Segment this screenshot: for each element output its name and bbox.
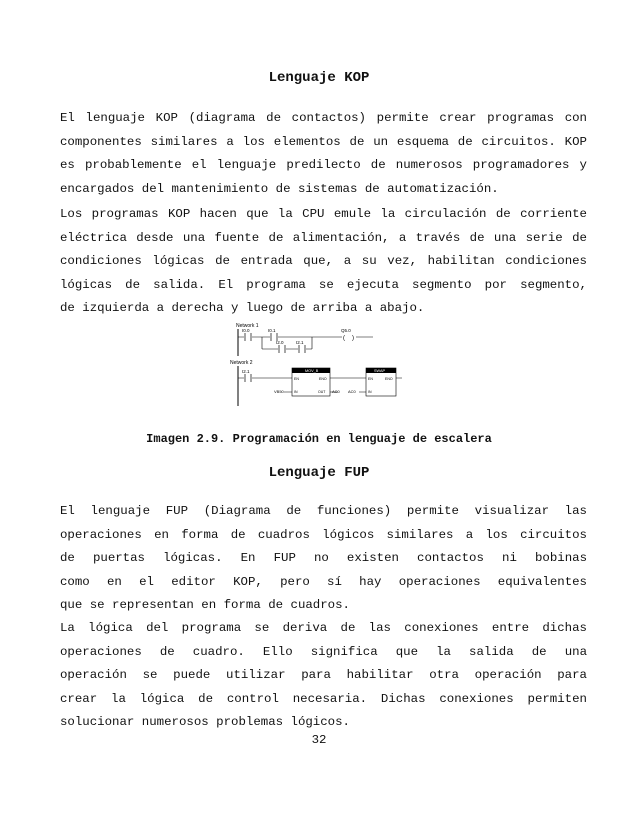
- svg-text:EN: EN: [368, 377, 373, 381]
- ladder-diagram-figure: [228, 320, 408, 410]
- text-line: solucionar numerosos problemas lógicos.: [60, 715, 350, 730]
- text-line: es probablemente el lenguaje predilecto de numerosos programadores y: [60, 158, 587, 173]
- text-line: operación se puede utilizar para habilitar otra operación para: [60, 668, 587, 683]
- text-line: que se representan en forma de cuadros.: [60, 598, 350, 613]
- text-line: eléctrica desde una fuente de alimentación, a través de una serie de: [60, 230, 587, 245]
- svg-text:MOV_B: MOV_B: [305, 369, 319, 373]
- contact-i2-1-network-2: [242, 369, 252, 382]
- operand-label: AC0: [332, 389, 340, 394]
- network-2-label: Network 2: [230, 360, 253, 366]
- fup-paragraph-1: [60, 500, 587, 618]
- section-title-kop: Lenguaje KOP: [268, 70, 370, 86]
- text-line: de puertas lógicas. En FUP no existen contactos ni bobinas: [60, 551, 587, 566]
- svg-text:ENO: ENO: [319, 377, 327, 381]
- svg-text:): ): [352, 335, 354, 342]
- network-1-label: Network 1: [236, 323, 259, 329]
- svg-text:SWAP: SWAP: [374, 369, 386, 373]
- contact-label: I0.1: [268, 328, 276, 333]
- contact-label: I0.0: [242, 328, 250, 333]
- svg-text:OUT: OUT: [318, 390, 326, 394]
- svg-text:ENO: ENO: [385, 377, 393, 381]
- operand-label: AC0: [348, 389, 356, 394]
- contact-label: I2.1: [296, 340, 304, 345]
- text-line: crear la lógica de control necesaria. Dichas conexiones permiten: [60, 691, 587, 706]
- text-line: condiciones lógicas de entrada que, a su vez, habilitan condiciones: [60, 254, 587, 269]
- coil-label: Q5.0: [341, 328, 351, 333]
- text-line: encargados del mantenimiento de sistemas de automatización.: [60, 181, 499, 196]
- text-line: El lenguaje KOP (diagrama de contactos) permite crear programas con: [60, 111, 587, 125]
- text-line: operaciones de cuadro. Ello significa que la salida de una: [60, 644, 587, 659]
- contact-label: I2.1: [242, 369, 250, 374]
- text-line: de izquierda a derecha y luego de arriba a abajo.: [60, 301, 425, 316]
- contact-i2-0: [276, 340, 286, 353]
- svg-text:IN: IN: [368, 390, 372, 394]
- figure-caption: Imagen 2.9. Programación en lenguaje de escalera: [146, 432, 492, 446]
- svg-text:IN: IN: [294, 390, 298, 394]
- section-title-fup: Lenguaje FUP: [268, 465, 370, 481]
- text-line: operaciones en forma de cuadros lógicos similares a los circuitos: [60, 527, 587, 542]
- text-line: lógicas de salida. El programa se ejecuta segmento por segmento,: [60, 277, 587, 292]
- swap-box: [366, 368, 396, 396]
- text-line: El lenguaje FUP (Diagrama de funciones) permite visualizar las: [60, 504, 587, 518]
- contact-i2-1: [296, 340, 306, 353]
- page-number: 32: [311, 733, 327, 747]
- operand-label: VB50: [274, 389, 284, 394]
- text-line: como en el editor KOP, pero sí hay operaciones equivalentes: [60, 574, 587, 589]
- svg-text:EN: EN: [294, 377, 299, 381]
- text-line: componentes similares a los elementos de un esquema de circuitos. KOP: [60, 134, 587, 149]
- contact-label: I2.0: [276, 340, 284, 345]
- kop-paragraph-2: [60, 203, 587, 321]
- svg-text:(: (: [343, 335, 345, 342]
- fup-paragraph-2: [60, 617, 587, 735]
- text-line: Los programas KOP hacen que la CPU emule la circulación de corriente: [60, 207, 587, 221]
- mov-b-box: [292, 368, 330, 396]
- kop-paragraph-1: [60, 107, 587, 201]
- contact-i0-0: [242, 328, 252, 341]
- text-line: La lógica del programa se deriva de las conexiones entre dichas: [60, 621, 587, 635]
- coil-q5-0: [341, 328, 356, 342]
